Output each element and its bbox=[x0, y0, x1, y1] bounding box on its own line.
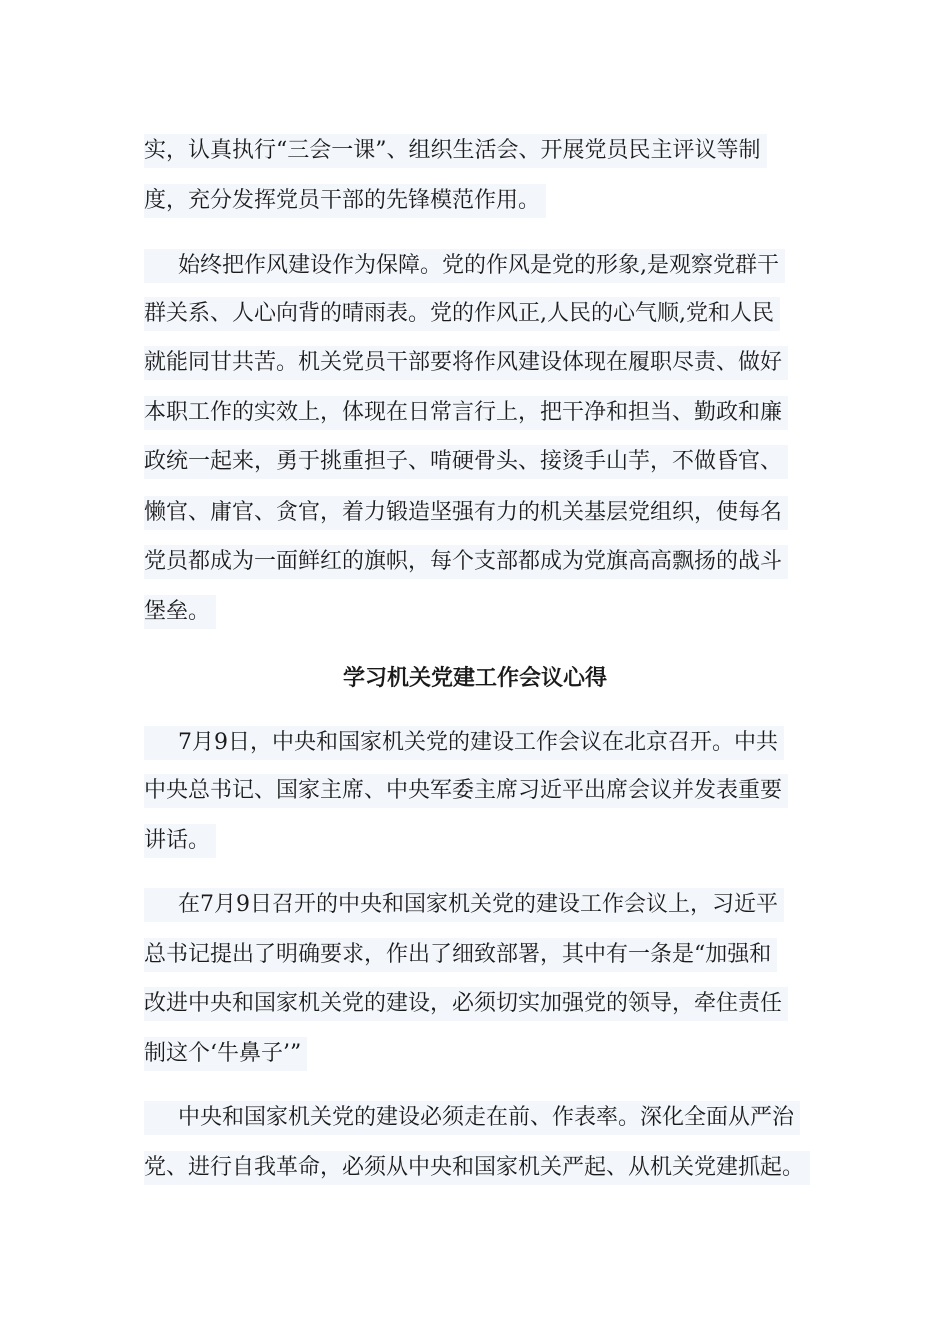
text-line: 堡垒。 bbox=[144, 595, 216, 629]
text-line: 党、进行自我革命，必须从中央和国家机关严起、从机关党建抓起。 bbox=[144, 1151, 810, 1185]
text-line: 讲话。 bbox=[144, 824, 216, 858]
text-line: 在7月9日召开的中央和国家机关党的建设工作会议上，习近平 bbox=[144, 888, 784, 922]
text-line: 改进中央和国家机关党的建设，必须切实加强党的领导，牵住责任 bbox=[144, 987, 788, 1021]
text-line: 始终把作风建设作为保障。党的作风是党的形象,是观察党群干 bbox=[144, 249, 785, 283]
text-line: 总书记提出了明确要求，作出了细致部署，其中有一条是“加强和 bbox=[144, 938, 777, 972]
text-line: 懒官、庸官、贪官，着力锻造坚强有力的机关基层党组织，使每名 bbox=[144, 496, 788, 530]
text-line: 实，认真执行“三会一课”、组织生活会、开展党员民主评议等制 bbox=[144, 134, 767, 168]
text-line: 本职工作的实效上，体现在日常言行上，把干净和担当、勤政和廉 bbox=[144, 396, 788, 430]
text-line: 度，充分发挥党员干部的先锋模范作用。 bbox=[144, 184, 546, 218]
text-line: 中央总书记、国家主席、中央军委主席习近平出席会议并发表重要 bbox=[144, 774, 788, 808]
text-line: 群关系、人心向背的晴雨表。党的作风正,人民的心气顺,党和人民 bbox=[144, 297, 780, 331]
text-line: 制这个‘牛鼻子’” bbox=[144, 1037, 307, 1071]
text-line: 就能同甘共苦。机关党员干部要将作风建设体现在履职尽责、做好 bbox=[144, 346, 788, 380]
text-line: 政统一起来，勇于挑重担子、啃硬骨头、接烫手山芋，不做昏官、 bbox=[144, 445, 788, 479]
section-heading: 学习机关党建工作会议心得 bbox=[342, 666, 607, 691]
text-line: 7月9日，中央和国家机关党的建设工作会议在北京召开。中共 bbox=[144, 726, 784, 760]
text-line: 党员都成为一面鲜红的旗帜，每个支部都成为党旗高高飘扬的战斗 bbox=[144, 545, 788, 579]
text-line: 中央和国家机关党的建设必须走在前、作表率。深化全面从严治 bbox=[144, 1101, 800, 1135]
